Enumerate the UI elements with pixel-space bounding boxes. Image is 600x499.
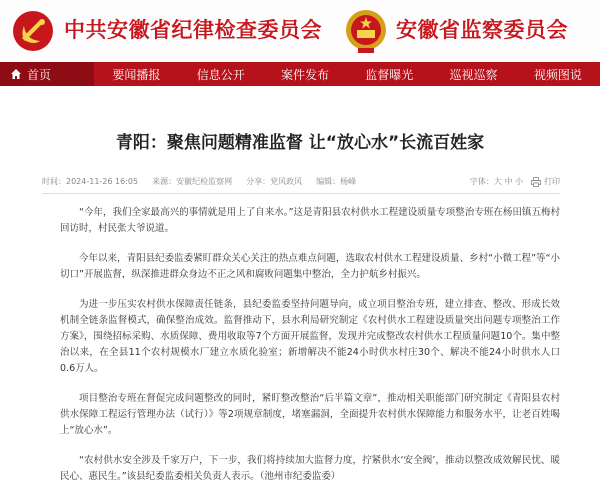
- article-meta: [42, 176, 560, 187]
- site-banner: [0, 0, 600, 62]
- nav-home[interactable]: [0, 62, 94, 86]
- article-paragraph: “今年，我们全家最高兴的事情就是用上了自来水。”这是青阳县农村供水工程建设质量专项整治专班在杨田镇五梅村回访时，村民张大爷说道。: [60, 207, 560, 234]
- site-title-cpc: 中共安徽省纪律检查委员会: [64, 17, 322, 42]
- article-editor: 编辑：杨峰: [316, 177, 357, 186]
- site-title-supervision: 安徽省监察委员会: [396, 17, 568, 42]
- print-icon[interactable]: [531, 177, 541, 187]
- print-link[interactable]: 打印: [544, 177, 560, 186]
- party-emblem-icon: [12, 10, 54, 52]
- article-paragraph: 项目整治专班在督促完成问题整改的同时，紧盯整改整治“后半篇文章”，推动相关职能部门研究制定《青阳县农村供水保障工程运行管理办法（试行）》等2项规章制度，堵塞漏洞，全面提升农村供水保障能力和服务水平，让老百姓喝上“放心水”。: [60, 393, 560, 436]
- nav-inspection[interactable]: 巡视巡察: [449, 67, 498, 82]
- nav-info-disclosure[interactable]: 信息公开: [196, 67, 245, 82]
- nav-news[interactable]: 要闻播报: [112, 67, 161, 82]
- publish-time: 时间：2024-11-26 16:05: [42, 177, 139, 186]
- nav-video[interactable]: 视频图说: [533, 67, 582, 82]
- article-paragraph: “农村供水安全涉及千家万户，下一步，我们将持续加大监督力度，拧紧供水‘安全阀’，推动以整改成效解民忧、暖民心、惠民生。”该县纪委监委相关负责人表示。（池州市纪委监委）: [60, 455, 560, 482]
- font-size-selector[interactable]: 字体：大 中 小: [469, 177, 523, 186]
- main-nav: [0, 62, 600, 86]
- article-share-from: 分享：党风政风: [246, 177, 303, 186]
- nav-case-release[interactable]: 案件发布: [280, 67, 329, 82]
- article-paragraph: 为进一步压实农村供水保障责任链条，县纪委监委坚持问题导向，成立项目整治专班，建立排查、整改、形成长效机制全链条监督模式，确保整治成效。监督推动下，县水利局研究制定《农村供水工程建设质量突出问题专项整治工作方案》，围绕招标采购、水质保障、费用收取等7个方面开展监督，发现并完成整改农村供水工程质量问题10个。集中整治以来，在全县11个农村规模水厂建立水质化验室；新增解决不能24小时供水村庄30个、解决不能24小时供水人口0.6万人。: [60, 299, 560, 374]
- article-body: [60, 205, 560, 499]
- article-title: 青阳：聚焦问题精准监督 让“放心水”长流百姓家: [115, 133, 485, 153]
- nav-home-label: 首页: [27, 67, 52, 82]
- national-emblem-icon: [344, 8, 388, 54]
- article-tools: [470, 176, 560, 187]
- home-icon: [10, 68, 22, 80]
- meta-divider: [42, 193, 560, 194]
- nav-supervision-exposure[interactable]: 监督曝光: [365, 67, 414, 82]
- article-source: 来源：安徽纪检监察网: [152, 177, 233, 186]
- article-paragraph: 今年以来，青阳县纪委监委紧盯群众关心关注的热点难点问题，选取农村供水工程建设质量、乡村“小微工程”等“小切口”开展监督，纵深推进群众身边不正之风和腐败问题集中整治，全力护航乡村振兴。: [60, 253, 560, 280]
